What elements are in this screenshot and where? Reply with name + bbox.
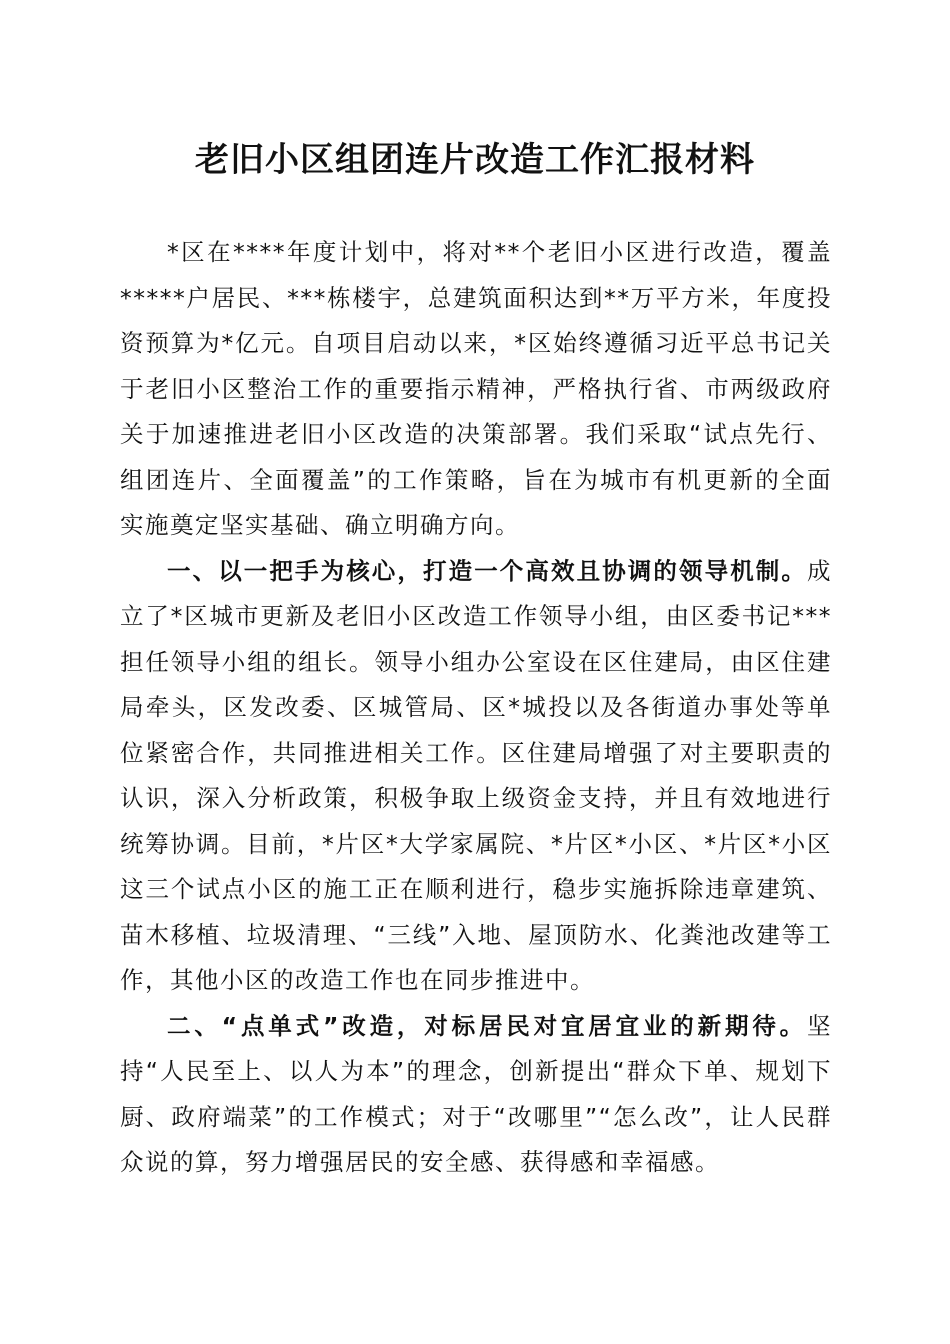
section-text-2: 坚持“人民至上、以人为本”的理念，创新提出“群众下单、规划下厨、政府端菜”的工作模式；对于“改哪里”“怎么改”，让人民群众说的算，努力增强居民的安全感、获得感和幸福感。: [120, 1011, 832, 1176]
section-heading-1: 一、以一把手为核心，打造一个高效且协调的领导机制。: [167, 556, 807, 585]
section-paragraph-1: [120, 549, 832, 1004]
section-paragraph-2: [120, 1004, 832, 1186]
section-text-1: 成立了*区城市更新及老旧小区改造工作领导小组，由区委书记***担任领导小组的组长。领导小组办公室设在区住建局，由区住建局牵头，区发改委、区城管局、区*城投以及各街道办事处等单位紧密合作，共同推进相关工作。区住建局增强了对主要职责的认识，深入分析政策，积极争取上级资金支持，并且有效地进行统筹协调。目前，*片区*大学家属院、*片区*小区、*片区*小区这三个试点小区的施工正在顺利进行，稳步实施拆除违章建筑、苗木移植、垃圾清理、“三线”入地、屋顶防水、化粪池改建等工作，其他小区的改造工作也在同步推进中。: [120, 556, 832, 994]
section-heading-2: 二、“点单式”改造，对标居民对宜居宜业的新期待。: [167, 1011, 807, 1040]
document-title: 老旧小区组团连片改造工作汇报材料: [195, 140, 755, 180]
document-body: [120, 230, 832, 1186]
intro-paragraph: *区在****年度计划中，将对**个老旧小区进行改造，覆盖*****户居民、***栋楼宇，总建筑面积达到**万平方米，年度投资预算为*亿元。自项目启动以来，*区始终遵循习近平总书记关于老旧小区整治工作的重要指示精神，严格执行省、市两级政府关于加速推进老旧小区改造的决策部署。我们采取“试点先行、组团连片、全面覆盖”的工作策略，旨在为城市有机更新的全面实施奠定坚实基础、确立明确方向。: [120, 238, 832, 539]
